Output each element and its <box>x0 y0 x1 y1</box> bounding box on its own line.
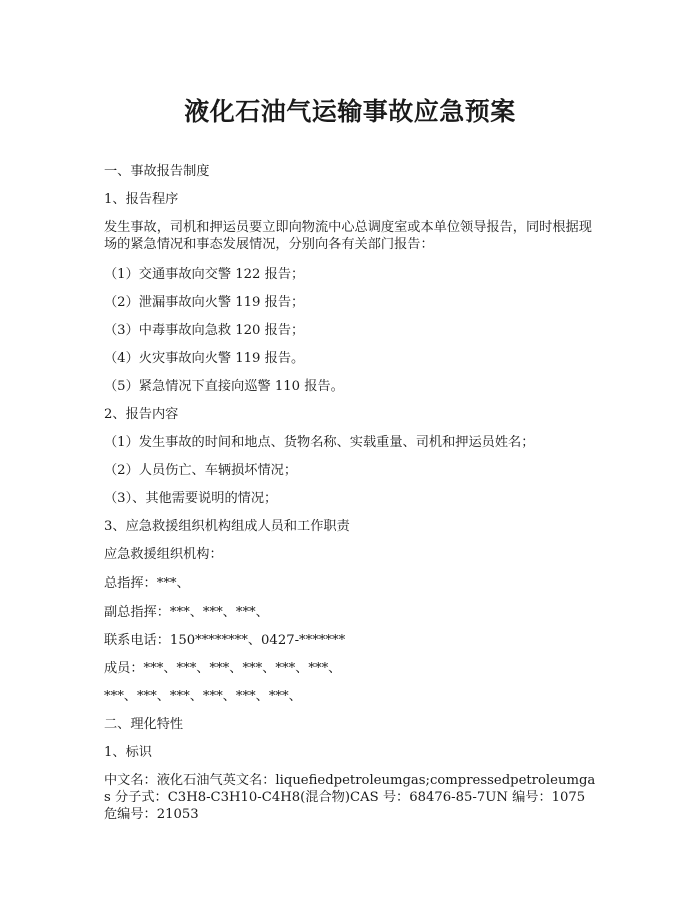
paragraph: 应急救援组织机构： <box>104 547 223 562</box>
list-item: （2）泄漏事故向火警 119 报告； <box>104 295 305 310</box>
subsection-heading: 1、标识 <box>104 745 152 760</box>
subsection-heading: 3、应急救援组织机构组成人员和工作职责 <box>104 519 350 534</box>
section-heading: 二、理化特性 <box>104 717 184 732</box>
paragraph: 发生事故，司机和押运员要立即向物流中心总调度室或本单位领导报告，同时根据现场的紧急情况和事态发展情况，分别向各有关部门报告： <box>104 220 592 252</box>
list-item: （2）人员伤亡、车辆损坏情况； <box>104 463 298 478</box>
paragraph: 联系电话：150********、0427-******* <box>104 633 346 648</box>
paragraph: 副总指挥：***、***、***、 <box>104 605 269 620</box>
list-item: （3）中毒事故向急救 120 报告； <box>104 323 305 338</box>
paragraph: 总指挥：***、 <box>104 576 190 591</box>
list-item: （3）、其他需要说明的情况； <box>104 491 278 506</box>
section-heading: 一、事故报告制度 <box>104 164 210 179</box>
list-item: （4）火灾事故向火警 119 报告。 <box>104 351 305 366</box>
paragraph: 中文名：液化石油气英文名：liquefiedpetroleumgas;compressedpetroleumgas 分子式：C3H8-C3H10-C4H8(混合物)CAS 号：68476-85-7UN 编号：1075 危编号：21053 <box>104 773 596 822</box>
subsection-heading: 1、报告程序 <box>104 192 179 207</box>
list-item: （5）紧急情况下直接向巡警 110 报告。 <box>104 379 344 394</box>
list-item: （1）交通事故向交警 122 报告； <box>104 267 305 282</box>
paragraph: 成员：***、***、***、***、***、***、 <box>104 661 342 676</box>
document-title: 液化石油气运输事故应急预案 <box>184 97 516 126</box>
subsection-heading: 2、报告内容 <box>104 407 179 422</box>
paragraph: ***、***、***、***、***、***、 <box>104 689 302 704</box>
list-item: （1）发生事故的时间和地点、货物名称、实载重量、司机和押运员姓名； <box>104 435 535 450</box>
